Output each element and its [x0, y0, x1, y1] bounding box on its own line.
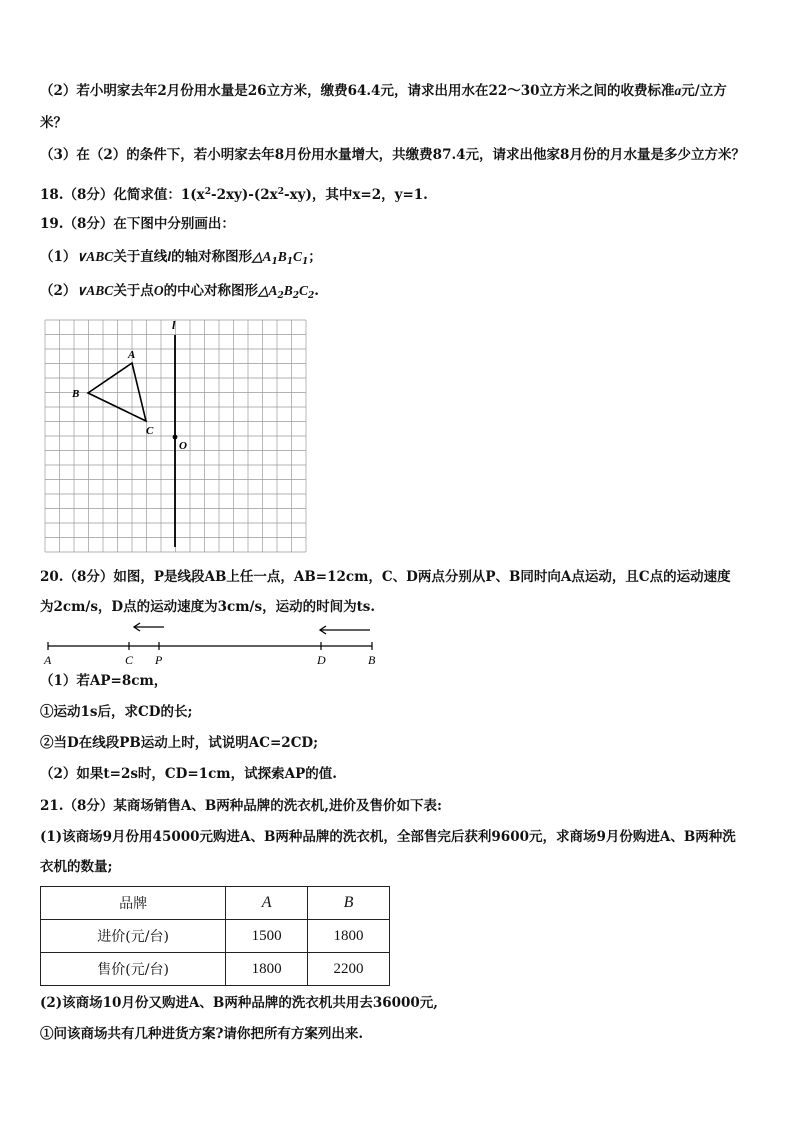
triangle-abc — [88, 363, 146, 421]
table-cell: 进价(元/台) — [41, 920, 226, 953]
table-header-row — [41, 887, 390, 920]
seg-label-a: A — [44, 653, 52, 667]
q21-lead: 21.（8分）某商场销售A、B两种品牌的洗衣机,进价及售价如下表: — [40, 798, 442, 814]
seg-label-c: C — [125, 653, 134, 667]
table-header-cell: B — [308, 887, 390, 920]
q21-part1-line1: (1)该商场9月份用45000元购进A、B两种品牌的洗衣机，全部售完后获利9600元，求商场9月份购进A、B两种洗 — [40, 829, 736, 845]
q19-lead: 19.（8分）在下图中分别画出： — [40, 216, 235, 232]
label-o: O — [179, 440, 187, 452]
seg-label-b: B — [368, 653, 376, 667]
q19-part1: （1）∨ABC关于直线l的轴对称图形$\triangle A_1B_1C_1$； — [40, 249, 322, 267]
table-cell: 2200 — [308, 953, 390, 986]
price-table — [40, 886, 390, 986]
table-cell: 1800 — [308, 920, 390, 953]
q17-part3: （3）在（2）的条件下，若小明家去年8月份用水量增大，共缴费87.4元，请求出他家8月份的月水量是多少立方米？ — [40, 147, 745, 163]
q18-question: 18.（8分）化简求值：$1(x^2-2xy)-(2x^2-xy)$，其中x=2，y=1. — [40, 187, 428, 203]
q20-line2: 为2cm/s，D点的运动速度为3cm/s，运动的时间为ts. — [40, 599, 376, 615]
q21-part2a: ①问该商场共有几种进货方案?请你把所有方案列出来. — [40, 1026, 364, 1042]
q17-part2-line1: （2）若小明家去年2月份用水量是26立方米，缴费64.4元，请求出用水在22～30立方米之间的收费标准a元/立方 — [40, 83, 727, 99]
table-row — [41, 920, 390, 953]
q20-part1: （1）若AP=8cm， — [40, 673, 168, 689]
q19-part2: （2）∨ABC关于点O的中心对称图形$\triangle A_2B_2C_2$. — [40, 283, 319, 301]
table-header-cell: 品牌 — [41, 887, 226, 920]
table-cell: 售价(元/台) — [41, 953, 226, 986]
segment-figure — [40, 618, 390, 670]
table-row — [41, 953, 390, 986]
table-cell: 1800 — [226, 953, 308, 986]
seg-label-d: D — [317, 653, 326, 667]
q20-line1: 20.（8分）如图，P是线段AB上任一点，AB=12cm，C、D两点分别从P、B同时向A点运动，且C点的运动速度 — [40, 569, 731, 585]
q21-part1-line2: 衣机的数量; — [40, 859, 113, 875]
grid-figure — [42, 315, 310, 557]
segment-svg — [40, 618, 390, 670]
point-o — [173, 435, 178, 440]
label-c: C — [146, 425, 154, 437]
table-header-cell: A — [226, 887, 308, 920]
q17-part2-line2: 米？ — [40, 115, 67, 131]
q20-part1b: ②当D在线段PB运动上时，试说明AC=2CD; — [40, 735, 319, 751]
q20-part1a: ①运动1s后，求CD的长; — [40, 704, 193, 720]
grid-svg — [42, 315, 310, 557]
q20-part2: （2）如果t=2s时，CD=1cm，试探索AP的值. — [40, 766, 337, 782]
label-l: l — [172, 318, 176, 332]
label-a: A — [128, 349, 136, 361]
q21-part2: (2)该商场10月份又购进A、B两种品牌的洗衣机共用去36000元, — [40, 995, 439, 1011]
label-b: B — [72, 388, 80, 400]
table-cell: 1500 — [226, 920, 308, 953]
seg-label-p: P — [155, 653, 163, 667]
